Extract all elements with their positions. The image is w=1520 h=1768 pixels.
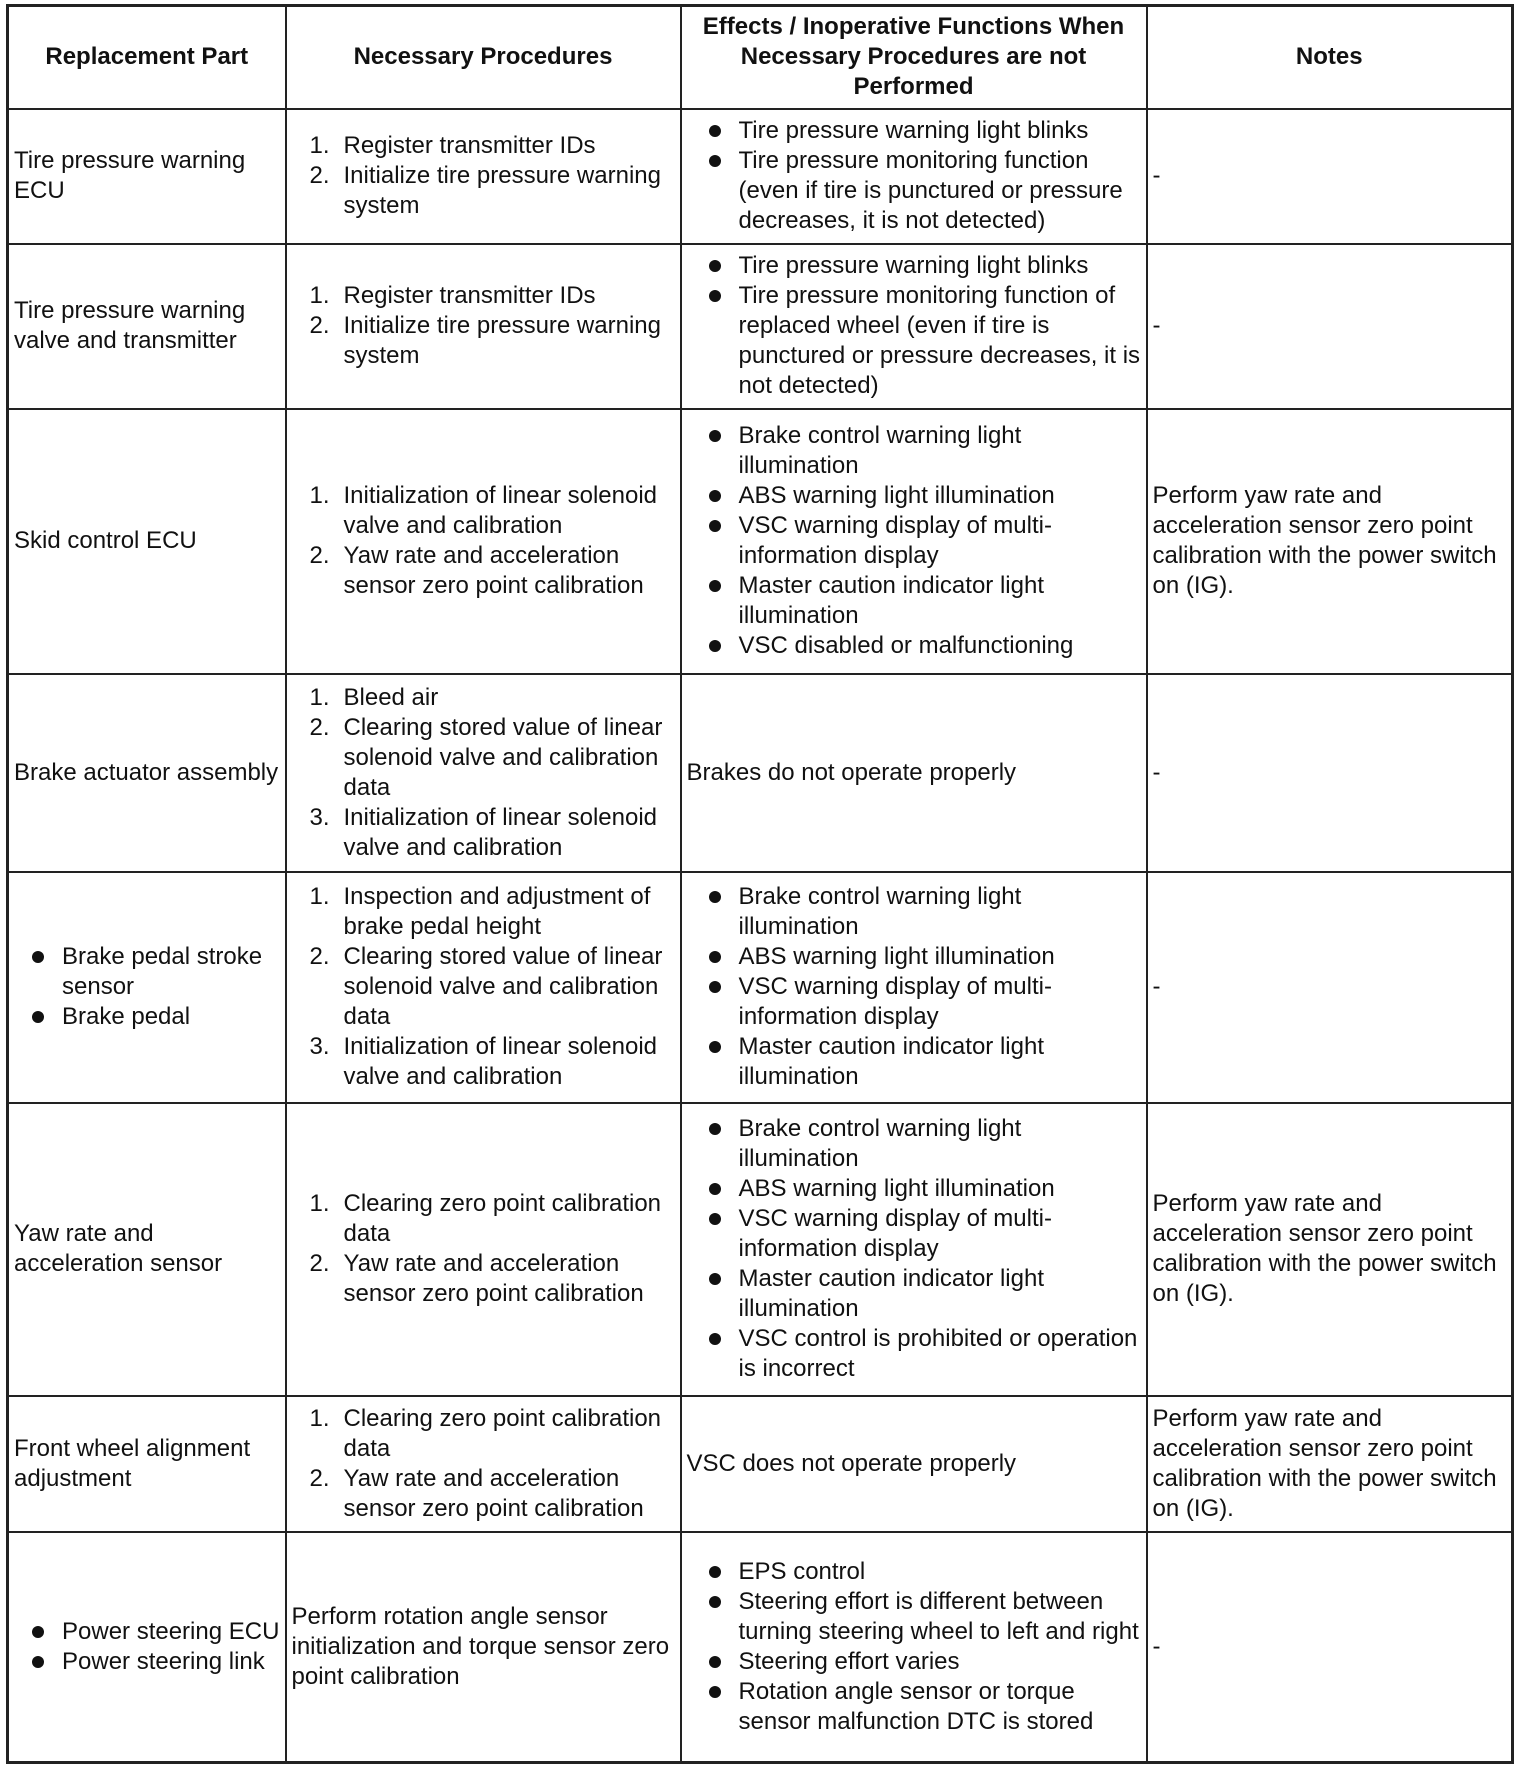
table-row (8, 674, 1513, 872)
table-body (8, 109, 1513, 1763)
list-item (687, 421, 1141, 481)
list-item-text: Yaw rate and acceleration sensor zero point calibration (343, 542, 644, 599)
replacement-part-cell: Yaw rate and acceleration sensor (8, 1103, 286, 1396)
list-item-text: Brake pedal stroke sensor (62, 943, 263, 1000)
list-item-text: Rotation angle sensor or torque sensor malfunction DTC is stored (738, 1677, 1094, 1735)
effects-list (687, 116, 1141, 236)
procedures-list (292, 882, 675, 1092)
list-item (14, 942, 280, 1002)
effects-list (687, 882, 1141, 1092)
procedures-list (292, 131, 675, 221)
effects-cell: VSC does not operate properly (681, 1396, 1147, 1532)
list-item-text: Tire pressure warning light blinks (738, 117, 1089, 144)
header-replacement-part: Replacement Part (8, 6, 286, 109)
list-item (687, 146, 1141, 236)
table-row (8, 872, 1513, 1103)
list-item (292, 1464, 675, 1524)
notes-cell: - (1147, 872, 1513, 1103)
list-item (687, 481, 1141, 511)
bullet-icon (709, 891, 721, 903)
replacement-part-cell (8, 1532, 286, 1763)
list-item-text: ABS warning light illumination (738, 1175, 1055, 1202)
list-item-text: Brake control warning light illumination (738, 1115, 1022, 1172)
effects-list (687, 251, 1141, 401)
procedures-list (292, 683, 675, 863)
list-item-text: Steering effort is different between turning steering wheel to left and right (738, 1587, 1139, 1645)
step-number: 1. (309, 683, 330, 711)
list-item (292, 311, 675, 371)
list-item-text: Inspection and adjustment of brake pedal height (343, 883, 651, 940)
list-item (292, 882, 675, 942)
list-item-text: ABS warning light illumination (738, 482, 1055, 509)
list-item (687, 251, 1141, 281)
step-number: 1. (309, 132, 330, 159)
effects-list (687, 421, 1141, 661)
list-item-text: Initialization of linear solenoid valve and calibration (343, 482, 658, 539)
bullet-icon (709, 951, 721, 963)
table-row (8, 244, 1513, 409)
list-item-text: Brake control warning light illumination (738, 422, 1022, 479)
bullet-icon (709, 1596, 721, 1608)
procedures-cell (286, 872, 681, 1103)
list-item-text: Tire pressure monitoring function (even if tire is punctured or pressure decreases, it is not detected) (738, 147, 1123, 234)
bullet-icon (709, 260, 721, 272)
list-item-text: Clearing zero point calibration data (343, 1190, 662, 1247)
list-item-text: Brake pedal (62, 1003, 191, 1030)
list-item (687, 1587, 1141, 1647)
list-item (687, 882, 1141, 942)
procedures-list (292, 1404, 675, 1524)
step-number: 1. (309, 1190, 330, 1217)
procedures-list (292, 1189, 675, 1309)
bullet-icon (709, 640, 721, 652)
list-item-text: Power steering link (62, 1647, 265, 1675)
notes-cell: - (1147, 109, 1513, 244)
list-item (687, 1677, 1141, 1737)
list-item (687, 631, 1141, 661)
list-item (687, 1174, 1141, 1204)
table-row (8, 109, 1513, 244)
bullet-icon (709, 1273, 721, 1285)
list-item (292, 713, 675, 803)
replacement-part-cell: Tire pressure warning ECU (8, 109, 286, 244)
list-item-text: Initialize tire pressure warning system (343, 312, 661, 369)
step-number: 1. (309, 282, 330, 309)
list-item (14, 1002, 280, 1032)
effects-cell (681, 872, 1147, 1103)
list-item-text: VSC control is prohibited or operation is incorrect (738, 1325, 1138, 1382)
list-item-text: Register transmitter IDs (343, 132, 596, 159)
procedures-list (292, 481, 675, 601)
list-item (687, 281, 1141, 401)
replacement-part-cell (8, 872, 286, 1103)
step-number: 2. (309, 312, 330, 339)
procedures-list (292, 281, 675, 371)
procedures-table (6, 4, 1514, 1764)
step-number: 2. (309, 943, 330, 970)
list-item (687, 1647, 1141, 1677)
bullet-icon (709, 490, 721, 502)
list-item-text: Initialization of linear solenoid valve and calibration (343, 803, 658, 861)
bullet-icon (709, 1183, 721, 1195)
procedures-cell (286, 674, 681, 872)
list-item (292, 281, 675, 311)
step-number: 1. (309, 482, 330, 509)
bullet-icon (709, 580, 721, 592)
header-necessary-procedures: Necessary Procedures (286, 6, 681, 109)
step-number: 1. (309, 883, 330, 910)
effects-cell (681, 409, 1147, 674)
table-row (8, 1103, 1513, 1396)
notes-cell: Perform yaw rate and acceleration sensor zero point calibration with the power switch on (IG). (1147, 1103, 1513, 1396)
list-item-text: Power steering ECU (62, 1617, 280, 1645)
step-number: 2. (309, 1250, 330, 1277)
list-item (292, 803, 675, 863)
bullet-icon (709, 520, 721, 532)
list-item (292, 161, 675, 221)
list-item-text: ABS warning light illumination (738, 943, 1055, 970)
list-item-text: Yaw rate and acceleration sensor zero point calibration (343, 1250, 644, 1307)
replacement-part-cell: Brake actuator assembly (8, 674, 286, 872)
step-number: 3. (309, 1033, 330, 1060)
header-row (8, 6, 1513, 109)
list-item-text: Initialize tire pressure warning system (343, 162, 661, 219)
list-item-text: Tire pressure monitoring function of replaced wheel (even if tire is punctured or pressure decreases, it is not detected) (738, 282, 1141, 399)
list-item (292, 1032, 675, 1092)
list-item-text: Bleed air (343, 683, 439, 711)
step-number: 1. (309, 1404, 330, 1432)
bullet-icon (709, 1686, 721, 1698)
list-item-text: Clearing stored value of linear solenoid valve and calibration data (343, 943, 663, 1030)
effects-cell (681, 1103, 1147, 1396)
list-item (687, 1114, 1141, 1174)
bullet-icon (709, 1656, 721, 1668)
replacement-part-cell: Tire pressure warning valve and transmitter (8, 244, 286, 409)
step-number: 2. (309, 1464, 330, 1492)
notes-cell: Perform yaw rate and acceleration sensor zero point calibration with the power switch on (IG). (1147, 409, 1513, 674)
replacement-part-list (14, 1617, 280, 1677)
procedures-cell (286, 244, 681, 409)
list-item-text: VSC warning display of multi-information display (738, 973, 1052, 1030)
list-item-text: Yaw rate and acceleration sensor zero point calibration (343, 1464, 644, 1522)
bullet-icon (709, 1566, 721, 1578)
effects-list (687, 1557, 1141, 1737)
list-item (687, 571, 1141, 631)
list-item-text: Brake control warning light illumination (738, 883, 1022, 940)
header-effects: Effects / Inoperative Functions When Necessary Procedures are not Performed (681, 6, 1147, 109)
procedures-cell (286, 1103, 681, 1396)
bullet-icon (32, 951, 44, 963)
procedures-cell: Perform rotation angle sensor initialization and torque sensor zero point calibration (286, 1532, 681, 1763)
list-item (14, 1647, 280, 1677)
step-number: 2. (309, 713, 330, 741)
list-item (687, 1204, 1141, 1264)
effects-list (687, 1114, 1141, 1384)
list-item (292, 942, 675, 1032)
bullet-icon (709, 981, 721, 993)
list-item (687, 1032, 1141, 1092)
replacement-part-cell: Skid control ECU (8, 409, 286, 674)
effects-cell: Brakes do not operate properly (681, 674, 1147, 872)
list-item-text: Master caution indicator light illumination (738, 1265, 1044, 1322)
bullet-icon (32, 1011, 44, 1023)
procedures-cell (286, 409, 681, 674)
list-item (292, 1189, 675, 1249)
list-item-text: Steering effort varies (738, 1647, 960, 1675)
list-item (292, 1249, 675, 1309)
list-item (292, 541, 675, 601)
list-item (292, 481, 675, 541)
list-item-text: EPS control (738, 1557, 866, 1585)
bullet-icon (709, 1123, 721, 1135)
notes-cell: - (1147, 1532, 1513, 1763)
list-item (687, 942, 1141, 972)
table-row (8, 1532, 1513, 1763)
list-item (292, 683, 675, 713)
procedures-cell (286, 1396, 681, 1532)
step-number: 2. (309, 542, 330, 569)
list-item-text: VSC disabled or malfunctioning (738, 632, 1074, 659)
list-item (687, 972, 1141, 1032)
replacement-part-cell: Front wheel alignment adjustment (8, 1396, 286, 1532)
list-item-text: Clearing zero point calibration data (343, 1404, 662, 1462)
list-item (687, 1264, 1141, 1324)
bullet-icon (709, 430, 721, 442)
bullet-icon (709, 155, 721, 167)
replacement-part-list (14, 942, 280, 1032)
list-item (687, 1557, 1141, 1587)
list-item-text: VSC warning display of multi-information display (738, 512, 1052, 569)
notes-cell: - (1147, 244, 1513, 409)
step-number: 3. (309, 803, 330, 831)
bullet-icon (32, 1656, 44, 1668)
header-notes: Notes (1147, 6, 1513, 109)
table-row (8, 1396, 1513, 1532)
list-item-text: VSC warning display of multi-information display (738, 1205, 1052, 1262)
list-item (14, 1617, 280, 1647)
list-item (687, 1324, 1141, 1384)
notes-cell: Perform yaw rate and acceleration sensor zero point calibration with the power switch on (IG). (1147, 1396, 1513, 1532)
bullet-icon (32, 1626, 44, 1638)
bullet-icon (709, 290, 721, 302)
effects-cell (681, 1532, 1147, 1763)
list-item (687, 511, 1141, 571)
list-item-text: Master caution indicator light illumination (738, 572, 1044, 629)
list-item-text: Register transmitter IDs (343, 282, 596, 309)
list-item-text: Tire pressure warning light blinks (738, 252, 1089, 279)
bullet-icon (709, 1333, 721, 1345)
bullet-icon (709, 1213, 721, 1225)
bullet-icon (709, 125, 721, 137)
list-item-text: Initialization of linear solenoid valve and calibration (343, 1033, 658, 1090)
list-item-text: Master caution indicator light illumination (738, 1033, 1044, 1090)
notes-cell: - (1147, 674, 1513, 872)
bullet-icon (709, 1041, 721, 1053)
list-item (292, 131, 675, 161)
procedures-cell (286, 109, 681, 244)
list-item-text: Clearing stored value of linear solenoid valve and calibration data (343, 713, 663, 801)
effects-cell (681, 109, 1147, 244)
list-item (687, 116, 1141, 146)
list-item (292, 1404, 675, 1464)
table-row (8, 409, 1513, 674)
effects-cell (681, 244, 1147, 409)
step-number: 2. (309, 162, 330, 189)
